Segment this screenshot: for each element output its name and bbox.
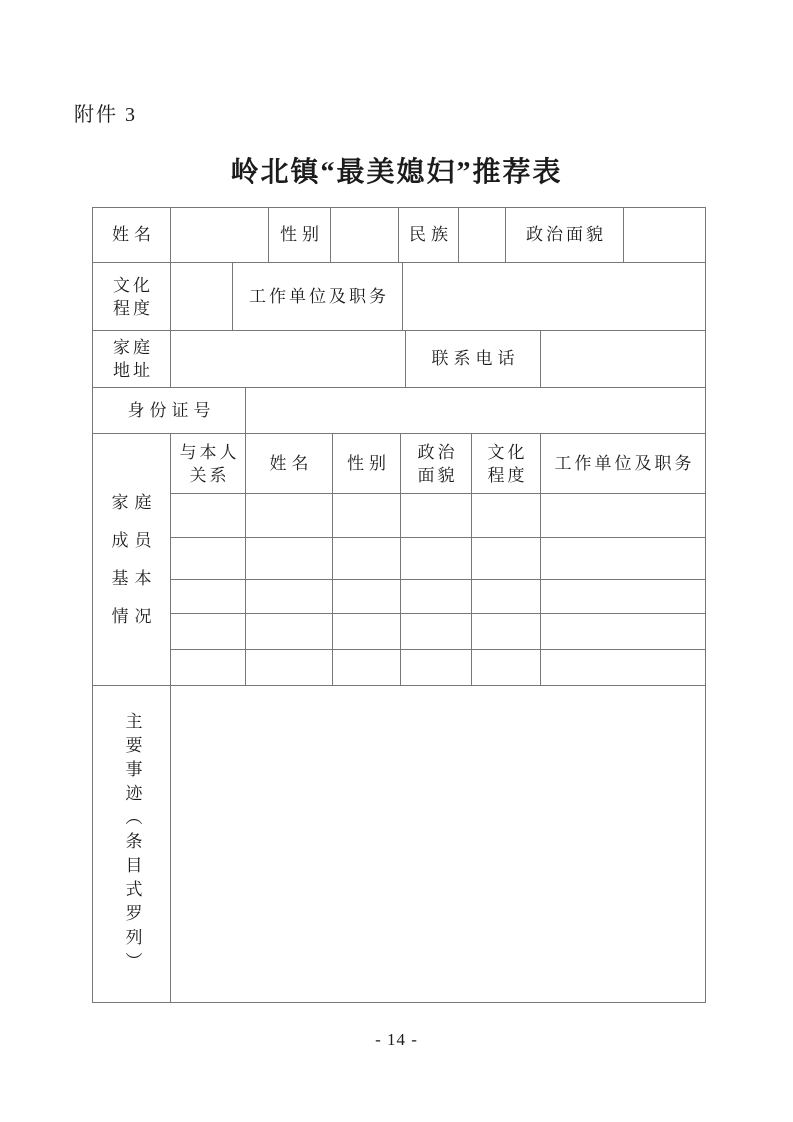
table-cell	[401, 494, 472, 538]
relation-header-line1: 与本人	[179, 442, 240, 462]
member-work-unit-header-cell: 工作单位及职务	[541, 434, 706, 494]
address-label-line1: 家庭	[113, 338, 153, 357]
table-cell	[333, 494, 401, 538]
family-section-label-cell	[93, 434, 171, 686]
gender-value-cell	[331, 208, 399, 263]
family-members-section	[93, 434, 706, 686]
member-political-line2: 面貌	[417, 465, 458, 485]
family-label-line4: 情况	[111, 606, 158, 626]
member-political-header-cell	[401, 434, 472, 494]
row-basic-info	[93, 208, 706, 263]
political-status-label-cell: 政治面貌	[506, 208, 624, 263]
relation-header-line2: 关系	[189, 465, 230, 485]
education-label-line1: 文化	[113, 275, 153, 295]
main-deeds-content-cell	[171, 686, 706, 1003]
ethnicity-label-cell: 民族	[399, 208, 459, 263]
table-cell	[171, 538, 246, 580]
family-member-row	[171, 494, 706, 538]
table-cell	[541, 614, 706, 650]
table-cell	[472, 650, 541, 686]
table-cell	[246, 494, 333, 538]
table-cell	[541, 538, 706, 580]
recommendation-table	[92, 207, 706, 1003]
gender-label-cell: 性别	[269, 208, 331, 263]
member-education-line2: 程度	[487, 465, 528, 485]
table-cell	[333, 538, 401, 580]
table-cell	[472, 538, 541, 580]
table-cell	[472, 614, 541, 650]
table-cell	[541, 494, 706, 538]
ethnicity-value-cell	[459, 208, 506, 263]
political-status-value-cell	[624, 208, 706, 263]
phone-value-cell	[541, 331, 706, 388]
id-number-label-cell: 身份证号	[93, 388, 246, 434]
attachment-label: 附件 3	[74, 104, 137, 126]
main-deeds-label: 主要事迹（条目式罗列）	[122, 712, 142, 976]
education-label-cell	[93, 263, 171, 331]
family-member-row	[171, 650, 706, 686]
address-label-cell	[93, 331, 171, 388]
education-value-cell	[171, 263, 233, 331]
phone-label-cell: 联系电话	[406, 331, 541, 388]
row-id-number	[93, 388, 706, 434]
table-cell	[472, 494, 541, 538]
table-cell	[541, 650, 706, 686]
work-unit-value-cell	[403, 263, 706, 331]
table-cell	[333, 650, 401, 686]
table-cell	[472, 580, 541, 614]
table-cell	[541, 580, 706, 614]
family-label-line1: 家庭	[111, 492, 158, 512]
family-member-row	[171, 538, 706, 580]
table-cell	[171, 614, 246, 650]
form-title: 岭北镇“最美媳妇”推荐表	[230, 157, 563, 188]
family-members-grid	[171, 434, 706, 686]
row-address-phone	[93, 331, 706, 388]
member-gender-header-cell: 性别	[333, 434, 401, 494]
table-cell	[246, 538, 333, 580]
education-label-line2: 程度	[113, 298, 153, 318]
family-header-row	[171, 434, 706, 494]
name-label-cell: 姓名	[93, 208, 171, 263]
table-cell	[246, 580, 333, 614]
relation-header-cell	[171, 434, 246, 494]
table-cell	[333, 580, 401, 614]
table-cell	[171, 580, 246, 614]
main-deeds-section	[93, 686, 706, 1003]
table-cell	[401, 580, 472, 614]
table-cell	[171, 650, 246, 686]
table-cell	[171, 494, 246, 538]
member-education-header-cell	[472, 434, 541, 494]
address-value-cell	[171, 331, 406, 388]
table-cell	[401, 538, 472, 580]
member-education-line1: 文化	[487, 442, 528, 462]
family-label-line2: 成员	[111, 530, 158, 550]
name-value-cell	[171, 208, 269, 263]
family-label-line3: 基本	[111, 568, 158, 588]
main-deeds-label-cell	[93, 686, 171, 1003]
address-label-line2: 地址	[113, 361, 153, 380]
work-unit-label-cell: 工作单位及职务	[233, 263, 403, 331]
table-cell	[401, 614, 472, 650]
row-education-work	[93, 263, 706, 331]
member-political-line1: 政治	[417, 442, 458, 462]
table-cell	[401, 650, 472, 686]
table-cell	[246, 650, 333, 686]
family-member-row	[171, 614, 706, 650]
page-number: - 14 -	[375, 1030, 418, 1049]
family-member-row	[171, 580, 706, 614]
id-number-value-cell	[246, 388, 706, 434]
member-name-header-cell: 姓名	[246, 434, 333, 494]
table-cell	[333, 614, 401, 650]
table-cell	[246, 614, 333, 650]
